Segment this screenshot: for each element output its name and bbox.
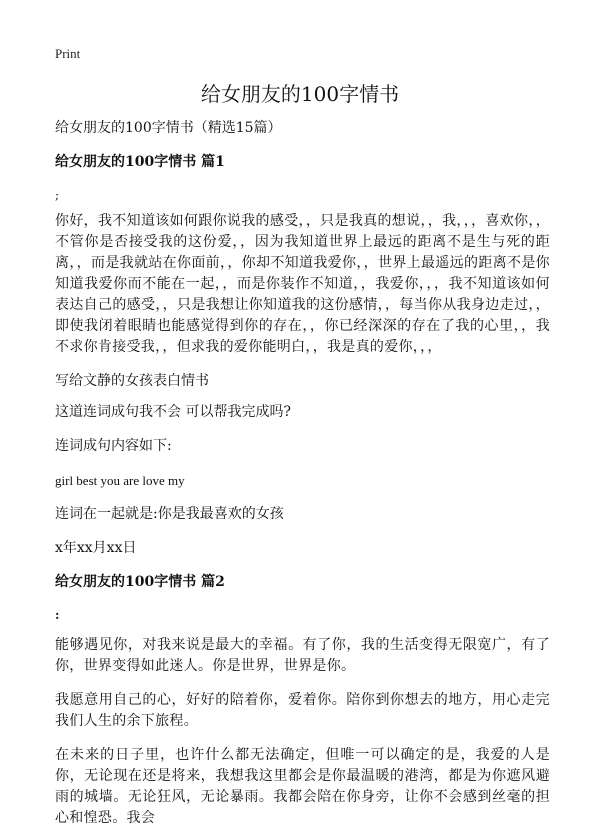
section-1-line-1: 写给文静的女孩表白情书 — [55, 373, 209, 389]
section-heading-2: 给女朋友的100字情书 篇2 — [55, 574, 225, 590]
section-2-paragraph-2: 我愿意用自己的心，好好的陪着你，爱着你。陪你到你想去的地方，用心走完我们人生的余下旅程。 — [55, 692, 550, 729]
print-link[interactable]: Print — [55, 46, 81, 61]
section-1-line-3: 连词成句内容如下: — [55, 438, 172, 454]
document-body — [55, 118, 550, 839]
section-1-line-5: 连词在一起就是:你是我最喜欢的女孩 — [55, 506, 284, 522]
section-2-paragraph-1: 能够遇见你，对我来说是最大的幸福。有了你，我的生活变得无限宽广，有了你，世界变得如此迷人。你是世界，世界是你。 — [55, 637, 550, 674]
section-1-mark: ; — [55, 188, 60, 202]
document-subtitle: 给女朋友的100字情书（精选15篇） — [55, 120, 282, 136]
page-title: 给女朋友的100字情书 — [200, 82, 400, 106]
section-1-line-4: girl best you are love my — [55, 473, 185, 488]
section-1-date: x年xx月xx日 — [55, 540, 137, 556]
section-heading-1: 给女朋友的100字情书 篇1 — [55, 154, 225, 170]
section-1-paragraph: 你好，我不知道该如何跟你说我的感受，，只是我真的想说，，我，，，喜欢你，，不管你是否接受我的这份爱，，因为我知道世界上最远的距离不是生与死的距离，，而是我就站在你面前，，你却不知道我爱你，，世界上最遥远的距离不是你知道我爱你而不能在一起，，而是你装作不知道，，我爱你，，，我不知道该如何表达自己的感受，，只是我想让你知道我的这份感情，，每当你从我身边走过，，即使我闭着眼睛也能感觉得到你的存在，，你已经深深的存在了我的心里，，我不求你肯接受我，，但求我的爱你能明白，，我是真的爱你，，， — [55, 213, 550, 355]
section-2-mark: : — [55, 608, 60, 622]
section-1-line-2: 这道连词成句我不会 可以帮我完成吗? — [55, 404, 291, 420]
section-2-paragraph-3: 在未来的日子里，也许什么都无法确定，但唯一可以确定的是，我爱的人是你，无论现在还是将来，我想我这里都会是你最温暖的港湾，都是为你遮风避雨的城墙。无论狂风，无论暴雨。我都会陪在你身旁，让你不会感到丝毫的担心和惶恐。我会 — [55, 747, 550, 826]
